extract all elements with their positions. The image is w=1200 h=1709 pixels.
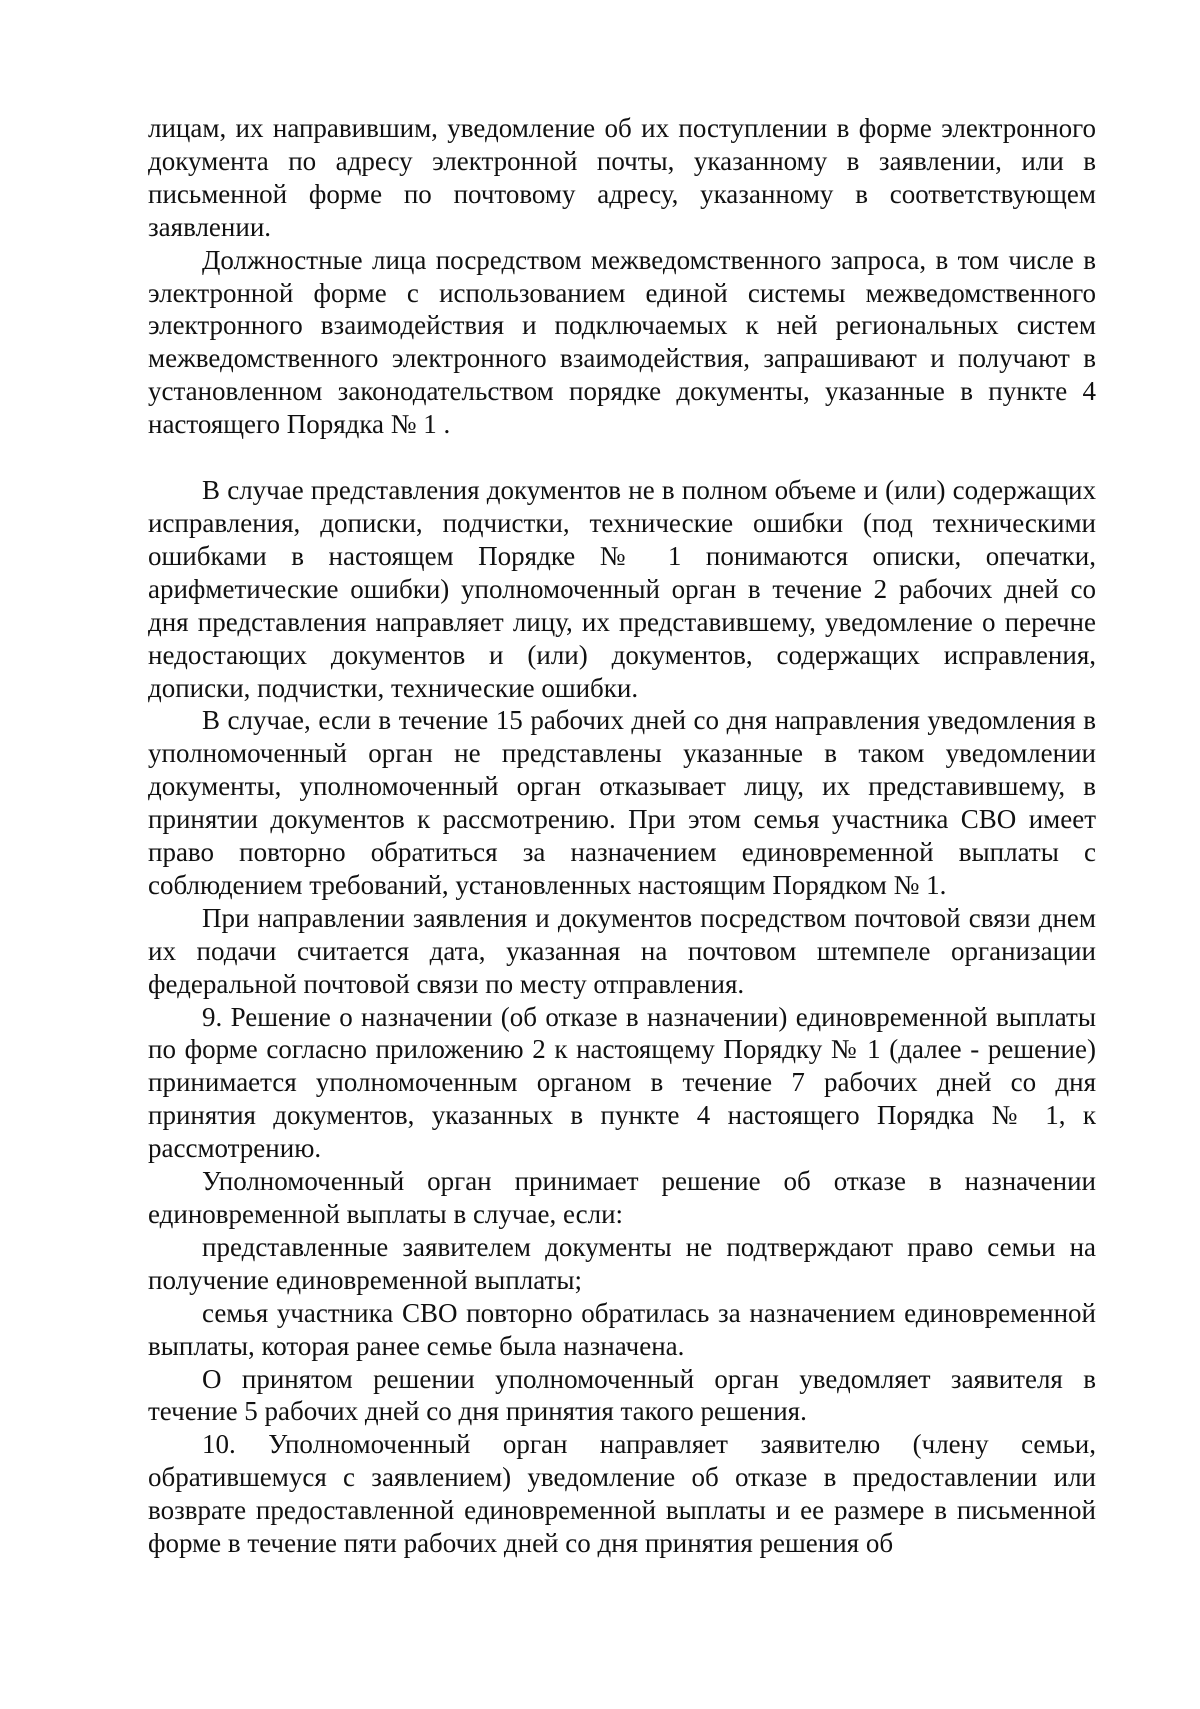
paragraph-refusal-grounds-intro: Уполномоченный орган принимает решение об отказе в назначении единовременной выплаты в случае, если: bbox=[148, 1166, 1096, 1229]
paragraph-decision-notification: О принятом решении уполномоченный орган уведомляет заявителя в течение 5 рабочих дней со дня принятия такого решения. bbox=[148, 1363, 1096, 1427]
paragraph-refusal-acceptance: В случае, если в течение 15 рабочих дней со дня направления уведомления в уполномоченный орган не представлены указанные в таком уведомлении документы, уполномоченный орган отказывает лицу, их представившему, в принятии документов к рассмотрению. При этом семья участника СВО имеет право повторно обратиться за назначением единовременной выплаты с соблюдением требований, установленных настоящим Порядком № 1. bbox=[148, 705, 1096, 900]
paragraph-continuation-notification: лицам, их направившим, уведомление об их поступлении в форме электронного документа по адресу электронной почты, указанному в заявлении, или в письменной форме по почтовому адресу, указанному в соответствующем заявлении. bbox=[148, 113, 1096, 242]
paragraph-incomplete-documents: В случае представления документов не в полном объеме и (или) содержащих исправления, дописки, подчистки, технические ошибки (под техническими ошибками в настоящем Порядке № 1 понимаются описки, опечатки, арифметические ошибки) уполномоченный орган в течение 2 рабочих дней со дня представления направляет лицу, их представившему, уведомление о перечне недостающих документов и (или) документов, содержащих исправления, дописки, подчистки, технические ошибки. bbox=[148, 475, 1096, 703]
paragraph-item-10-notification: 10. Уполномоченный орган направляет заявителю (члену семьи, обратившемуся с заявлением) уведомление об отказе в предоставлении или возврате предоставленной единовременной выплаты и ее размере в письменной форме в течение пяти рабочих дней со дня принятия решения об bbox=[148, 1429, 1096, 1559]
paragraph-postal-submission: При направлении заявления и документов посредством почтовой связи днем их подачи считается дата, указанная на почтовом штемпеле организации федеральной почтовой связи по месту отправления. bbox=[148, 902, 1096, 999]
document-body bbox=[148, 112, 1096, 1560]
paragraph-interagency-request: Должностные лица посредством межведомственного запроса, в том числе в электронной форме с использованием единой системы межведомственного электронного взаимодействия и подключаемых к ней региональных систем межведомственного электронного взаимодействия, запрашивают и получают в установленном законодательством порядке документы, указанные в пункте 4 настоящего Порядка № 1 . bbox=[148, 244, 1096, 440]
paragraph-item-9-decision: 9. Решение о назначении (об отказе в назначении) единовременной выплаты по форме согласно приложению 2 к настоящему Порядку № 1 (далее - решение) принимается уполномоченным органом в течение 7 рабочих дней со дня принятия документов, указанных в пункте 4 настоящего Порядка № 1, к рассмотрению. bbox=[148, 1001, 1096, 1164]
paragraph-refusal-ground-1: представленные заявителем документы не подтверждают право семьи на получение единовременной выплаты; bbox=[148, 1231, 1096, 1295]
paragraph-refusal-ground-2: семья участника СВО повторно обратилась за назначением единовременной выплаты, которая ранее семье была назначена. bbox=[148, 1297, 1096, 1361]
